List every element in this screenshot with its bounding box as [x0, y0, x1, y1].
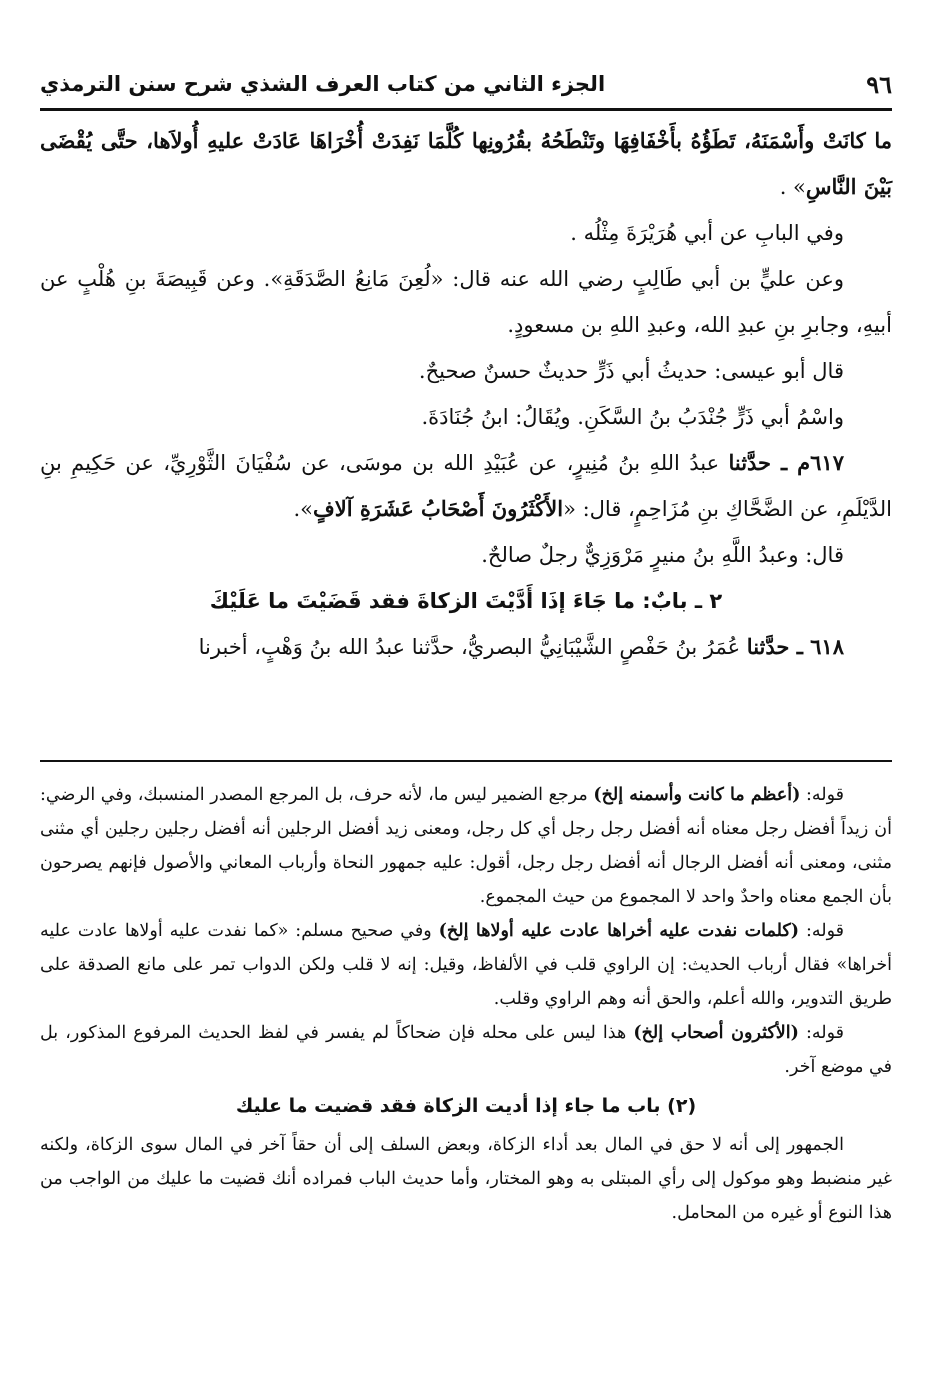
- hadith-617-tail: ».: [293, 497, 313, 521]
- hadith-618-number: ٦١٨ ـ حدَّثنا: [746, 634, 844, 659]
- hadith-617-number: ٦١٧م ـ حدَّثنا: [728, 450, 844, 475]
- paragraph-abu-isa: قال أبو عيسى: حديثُ أبي ذَرٍّ حديثٌ حسنٌ صحيحٌ.: [418, 359, 844, 383]
- paragraph-munir: قال: وعبدُ اللَّهِ بنُ منيرٍ مَرْوَزِيٌّ رجلٌ صالحٌ.: [481, 543, 844, 567]
- note-3-lead: قوله:: [798, 1023, 844, 1043]
- note-1-lead: قوله:: [800, 785, 844, 805]
- commentary: [40, 778, 892, 1230]
- note-1: [40, 778, 892, 914]
- paragraph-name: واسْمُ أبي ذَرٍّ جُنْدَبُ بنُ السَّكَنِ. ويُقَالُ: ابنُ جُنَادَةَ.: [421, 405, 844, 429]
- chapter-heading: ٢ ـ بابٌ: ما جَاءَ إذَا أَدَّيْتَ الزكاةَ فقد قَضَيْتَ ما عَلَيْكَ: [209, 589, 723, 613]
- hadith-text-bold: ما كانَتْ وأَسْمَنَهُ، تَطَؤُهُ بأَخْفَافِهَا وتَنْطَحُهُ بقُرُونِها كُلَّمَا نَفِدَتْ أُخْرَاهَا عَادَتْ عليهِ أُولاَها، حتَّى يُقْضَى بَيْنَ النَّاسِ: [40, 128, 892, 199]
- hadith-continuation: [40, 118, 892, 210]
- note-2-quote: (كلمات نفدت عليه أخراها عادت عليه أولاها إلخ): [438, 921, 800, 941]
- hadith-618-chain: عُمَرُ بنُ حَفْصٍ الشَّيْبَانِيُّ البصريُّ، حدَّثنا عبدُ الله بنُ وَهْبٍ، أخبرنا: [198, 635, 747, 659]
- running-title: الجزء الثاني من كتاب العرف الشذي شرح سنن الترمذي: [40, 72, 606, 96]
- note-3: [40, 1016, 892, 1084]
- note-2-text: وفي صحيح مسلم: «كما نفدت عليه أولاها عادت عليه أخراها» فقال أرباب الحديث: إن الراوي قلب في الألفاظ، وقيل: إنه لا قلب ولكن الدواب تمر على مانع الصدقة على طريق التدوير، والله أعلم، والحق أنه وهم الراوي وقلب.: [40, 921, 892, 1009]
- paragraph-ali: وعن عليٍّ بن أبي طَالِبٍ رضي الله عنه قال: «لُعِنَ مَانِعُ الصَّدَقَةِ». وعن قَبِيصَةَ بنِ هُلْبٍ عن أبيهِ، وجابرِ بنِ عبدِ الله، وعبدِ اللهِ بن مسعودٍ.: [40, 267, 892, 337]
- note-2: [40, 914, 892, 1016]
- note-1-quote: (أعظم ما كانت وأسمنه إلخ): [593, 785, 801, 805]
- main-text: [40, 118, 892, 670]
- paragraph-bab: وفي البابِ عن أبي هُرَيْرَةَ مِثْلُه .: [570, 221, 844, 245]
- hadith-text-tail: » .: [779, 175, 806, 199]
- footnote-separator: [40, 760, 892, 762]
- page-number: ٩٦: [866, 69, 892, 99]
- note-3-quote: (الأكثرون أصحاب إلخ): [633, 1023, 799, 1043]
- commentary-chapter-heading: (٢) باب ما جاء إذا أديت الزكاة فقد قضيت ما عليك: [235, 1095, 697, 1117]
- page-header: [40, 66, 892, 102]
- hadith-617-chain: عبدُ اللهِ بنُ مُنِيرٍ، عن عُبَيْدِ الله بن موسَى، عن سُفْيَانَ الثَّوْرِيِّ، عن حَكِيمِ بنِ الدَّيْلَمِ، عن الضَّحَّاكِ بنِ مُزَاحِمٍ، قال: «: [40, 451, 892, 521]
- note-4: الجمهور إلى أنه لا حق في المال بعد أداء الزكاة، وبعض السلف إلى أن حقاً آخر في المال سوى الزكاة، ولكنه غير منضبط وهو موكول إلى رأي المبتلى به وهو المختار، وأما حديث الباب فمراده أنك قضيت ما عليك من الواجب من هذا النوع أو غيره من المحامل.: [40, 1135, 892, 1223]
- hadith-618: [40, 624, 892, 670]
- note-3-text: هذا ليس على محله فإن ضحاكاً لم يفسر في لفظ الحديث المرفوع المذكور، بل في موضع آخر.: [40, 1023, 892, 1077]
- note-1-text: مرجع الضمير ليس ما، لأنه حرف، بل المرجع المصدر المنسبك، وفي الرضي: أن زيداً أفضل رجل معناه أنه أفضل رجل رجل أي كل رجل، ومعنى زيد أفضل الرجلين أنه أفضل رجلين رجلين أي مثنى مثنى، ومعنى أنه أفضل الرجال أنه أفضل رجل رجل، أقول: عليه جمهور النحاة وأرباب المعاني والأصول فإنهم يصرحون بأن الجمع معناه واحدٌ واحد لا المجموع من حيث المجموع.: [40, 785, 892, 907]
- header-rule: [40, 108, 892, 111]
- note-2-lead: قوله:: [799, 921, 844, 941]
- hadith-617: [40, 440, 892, 532]
- hadith-617-matn: الأَكْثَرُونَ أَصْحَابُ عَشَرَةِ آلافٍ: [313, 496, 564, 521]
